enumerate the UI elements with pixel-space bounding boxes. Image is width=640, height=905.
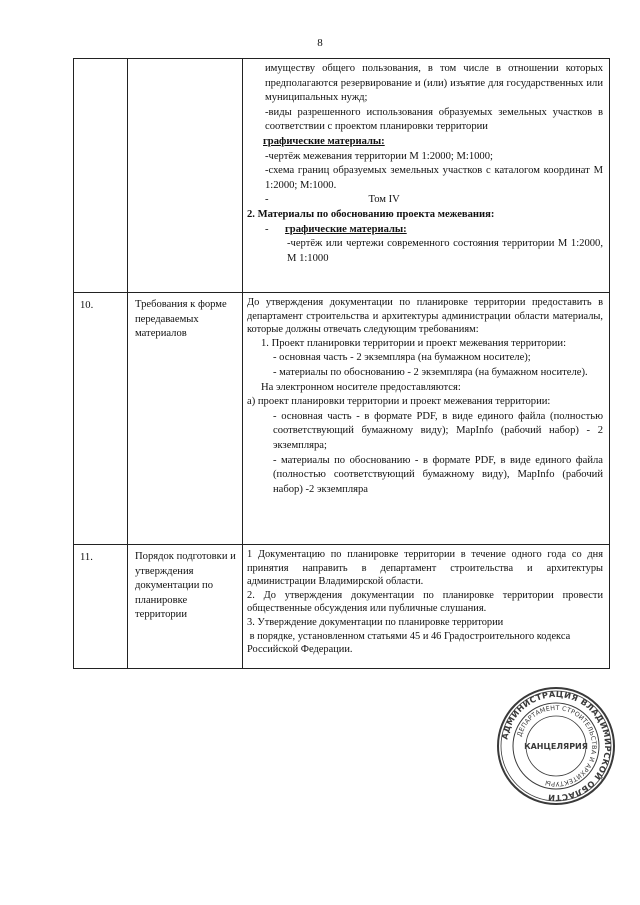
list-item: -чертёж или чертежи современного состояния территории М 1:2000, М 1:1000: [287, 238, 603, 264]
requirements-table: [73, 58, 610, 669]
graphic-materials-heading: графические материалы:: [285, 223, 407, 235]
row-number: 11.: [74, 545, 128, 669]
dash: -: [265, 194, 269, 206]
text-line: -виды разрешенного использования образуемых земельных участков в соответствии с проектом планировки территории: [265, 106, 603, 133]
section-heading: 2. Материалы по обоснованию проекта межевания:: [247, 208, 495, 220]
subheading-line: [247, 223, 603, 238]
list-item: 1. Проект планировки территории и проект межевания территории:: [261, 337, 567, 349]
label-cell: [128, 59, 243, 293]
list-item: -схема границ образуемых земельных участков с каталогом координат М 1:2000; М:1000.: [265, 165, 603, 191]
list-item: - основная часть - 2 экземпляра (на бумажном носителе);: [273, 352, 531, 364]
dash: -: [265, 223, 269, 235]
paragraph: До утверждения документации по планировке территории предоставить в департамент строительства и архитектуры администрации области материалы, которые должны отвечать следующим требованиям:: [247, 297, 603, 336]
row-label: Требования к форме передаваемых материалов: [128, 293, 243, 545]
content-cell: [243, 59, 610, 293]
list-item: -чертёж межевания территории М 1:2000; М:1000;: [265, 150, 493, 162]
table-row: [74, 59, 610, 293]
office-seal-stamp: [495, 685, 617, 807]
table-row: [74, 293, 610, 545]
volume-line: [247, 193, 603, 208]
row-number: 10.: [74, 293, 128, 545]
paragraph: 3. Утверждение документации по планировке территории: [247, 616, 504, 628]
list-item: - материалы по обоснованию - в формате PDF, в виде единого файла (полностью соответствующий бумажному виду), MapInfo (рабочий набор) -2 экземпляра: [273, 454, 603, 495]
list-item: а) проект планировки территории и проект межевания территории:: [247, 396, 551, 408]
list-item: - основная часть - в формате PDF, в виде единого файла (полностью соответствующий бумажному виду); MapInfo (рабочий набор) - 2 экземпляра;: [273, 410, 603, 451]
number-cell: [74, 59, 128, 293]
content-cell: [243, 293, 610, 545]
table-row: [74, 545, 610, 669]
stamp-label: КАНЦЕЛЯРИЯ: [524, 742, 588, 751]
stamp-inner-path: ДЕПАРТАМЕНТ СТРОИТЕЛЬСТВА И АРХИТЕКТУРЫ: [515, 703, 599, 789]
paragraph: в порядке, установленном статьями 45 и 46 Градостроительного кодекса Российской Федерации.: [247, 630, 573, 656]
graphic-materials-heading: графические материалы:: [263, 135, 385, 147]
stamp-ring-path: АДМИНИСТРАЦИЯ ВЛАДИМИРСКОЙ ОБЛАСТИ: [499, 688, 614, 804]
paragraph: 2. До утверждения документации по планировке территории провести общественные обсуждения или публичные слушания.: [247, 589, 603, 615]
paragraph: 1 Документацию по планировке территории в течение одного года со дня принятия направить в департамент строительства и архитектуры администрации Владимирской области.: [247, 549, 603, 588]
row-label: Порядок подготовки и утверждения документации по планировке территории: [128, 545, 243, 669]
paragraph: На электронном носителе предоставляются:: [261, 381, 461, 393]
list-item: - материалы по обоснованию - 2 экземпляра (на бумажном носителе).: [273, 366, 588, 378]
content-cell: [243, 545, 610, 669]
page-number: 8: [317, 37, 323, 49]
volume-label: Том IV: [368, 194, 400, 206]
text-line: имуществу общего пользования, в том числе в отношении которых предполагаются резервирование и (или) изъятие для государственных или муниципальных нужд;: [265, 63, 603, 104]
